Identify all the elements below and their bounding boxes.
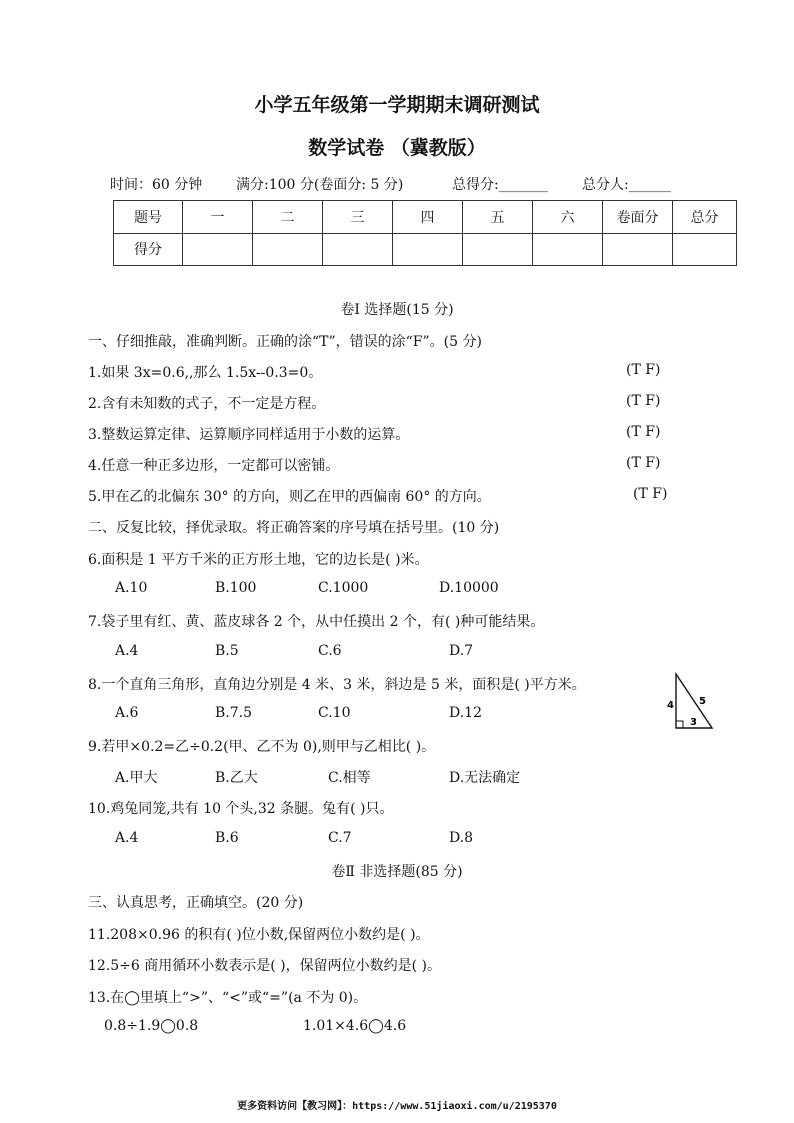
score-table: [113, 200, 737, 266]
right-triangle-figure: [662, 668, 718, 732]
part1-title: 卷Ⅰ 选择题(15 分): [340, 302, 454, 318]
part2-title: 卷Ⅱ 非选择题(85 分): [331, 864, 463, 880]
question-4: 4.任意一种正多边形，一定都可以密铺。: [88, 458, 340, 474]
score-entry-cell[interactable]: [673, 233, 737, 266]
compare-2: 1.01×4.6◯4.6: [303, 1018, 407, 1034]
option-9a: A.甲大: [115, 770, 158, 786]
section2-heading: 二、反复比较，择优录取。将正确答案的序号填在括号里。(10 分): [88, 520, 500, 536]
score-entry-cell[interactable]: [603, 233, 673, 266]
exam-total-score: 总得分:_______: [452, 177, 548, 193]
tf-mark-4[interactable]: (T F): [626, 455, 661, 471]
option-7a: A.4: [115, 643, 139, 659]
score-table-header-row: [114, 201, 737, 234]
score-entry-cell[interactable]: [533, 233, 603, 266]
score-table-cell: 总分: [673, 201, 737, 234]
compare-1: 0.8÷1.9◯0.8: [104, 1018, 199, 1034]
score-table-cell: 二: [253, 201, 323, 234]
option-9d: D.无法确定: [449, 770, 521, 786]
score-table-cell: 四: [393, 201, 463, 234]
option-10b: B.6: [215, 830, 239, 846]
triangle-label-left: 4: [667, 700, 674, 711]
exam-subtitle: 数学试卷 （冀教版）: [308, 137, 486, 159]
score-entry-cell[interactable]: [253, 233, 323, 266]
question-8: 8.一个直角三角形，直角边分别是 4 米、3 米，斜边是 5 米，面积是( )平方米。: [88, 677, 586, 693]
score-table-score-label: 得分: [114, 233, 183, 266]
footer-link[interactable]: 更多资料访问【教习网】：https://www.51jiaoxi.com/u/2195370: [237, 1101, 557, 1112]
option-10d: D.8: [449, 830, 474, 846]
tf-mark-2[interactable]: (T F): [626, 393, 661, 409]
option-8a: A.6: [115, 705, 139, 721]
tf-mark-1[interactable]: (T F): [626, 362, 661, 378]
option-7d: D.7: [449, 643, 474, 659]
exam-full-score: 满分:100 分(卷面分: 5 分): [236, 177, 404, 193]
score-table-score-row: [114, 233, 737, 266]
option-6d: D.10000: [439, 580, 499, 596]
question-13: 13.在◯里填上“>”、“<”或“=”(a 不为 0)。: [88, 990, 368, 1006]
option-6c: C.1000: [318, 580, 369, 596]
score-entry-cell[interactable]: [463, 233, 533, 266]
question-2: 2.含有未知数的式子，不一定是方程。: [88, 396, 326, 412]
question-12: 12.5÷6 商用循环小数表示是( )，保留两位小数约是( )。: [88, 958, 442, 974]
score-table-cell: 卷面分: [603, 201, 673, 234]
score-entry-cell[interactable]: [393, 233, 463, 266]
option-10c: C.7: [328, 830, 352, 846]
question-6: 6.面积是 1 平方千米的正方形土地，它的边长是( )米。: [88, 552, 429, 568]
question-7: 7.袋子里有红、黄、蓝皮球各 2 个，从中任摸出 2 个，有( )种可能结果。: [88, 614, 545, 630]
option-8d: D.12: [449, 705, 482, 721]
question-11: 11.208×0.96 的积有( )位小数,保留两位小数约是( )。: [88, 927, 430, 943]
exam-time: 时间：60 分钟: [110, 177, 203, 193]
right-angle-mark: [676, 721, 683, 728]
exam-title: 小学五年级第一学期期末调研测试: [254, 94, 540, 116]
question-1: 1.如果 3x=0.6,,那么 1.5x--0.3=0。: [88, 365, 323, 381]
section3-heading: 三、认真思考，正确填空。(20 分): [88, 895, 304, 911]
triangle-label-hyp: 5: [699, 696, 706, 707]
question-9: 9.若甲×0.2=乙÷0.2(甲、乙不为 0),则甲与乙相比( )。: [88, 739, 436, 755]
score-entry-cell[interactable]: [183, 233, 253, 266]
triangle-label-bottom: 3: [690, 717, 697, 728]
question-3: 3.整数运算定律、运算顺序同样适用于小数的运算。: [88, 427, 410, 443]
score-table-cell: 三: [323, 201, 393, 234]
option-7c: C.6: [318, 643, 342, 659]
option-9b: B.乙大: [215, 770, 258, 786]
tf-mark-3[interactable]: (T F): [626, 424, 661, 440]
option-8c: C.10: [318, 705, 351, 721]
option-8b: B.7.5: [215, 705, 253, 721]
score-table-cell: 题号: [114, 201, 183, 234]
option-10a: A.4: [115, 830, 139, 846]
option-7b: B.5: [215, 643, 239, 659]
score-table-cell: 六: [533, 201, 603, 234]
score-table-cell: 五: [463, 201, 533, 234]
exam-grader: 总分人:______: [582, 177, 671, 193]
section1-heading: 一、仔细推敲，准确判断。正确的涂“T”，错误的涂“F”。(5 分): [88, 334, 482, 350]
option-6b: B.100: [215, 580, 257, 596]
question-5: 5.甲在乙的北偏东 30° 的方向，则乙在甲的西偏南 60° 的方向。: [88, 489, 491, 505]
score-table-cell: 一: [183, 201, 253, 234]
tf-mark-5[interactable]: (T F): [633, 486, 668, 502]
option-9c: C.相等: [328, 770, 371, 786]
option-6a: A.10: [115, 580, 148, 596]
score-entry-cell[interactable]: [323, 233, 393, 266]
question-10: 10.鸡兔同笼,共有 10 个头,32 条腿。兔有( )只。: [88, 801, 394, 817]
